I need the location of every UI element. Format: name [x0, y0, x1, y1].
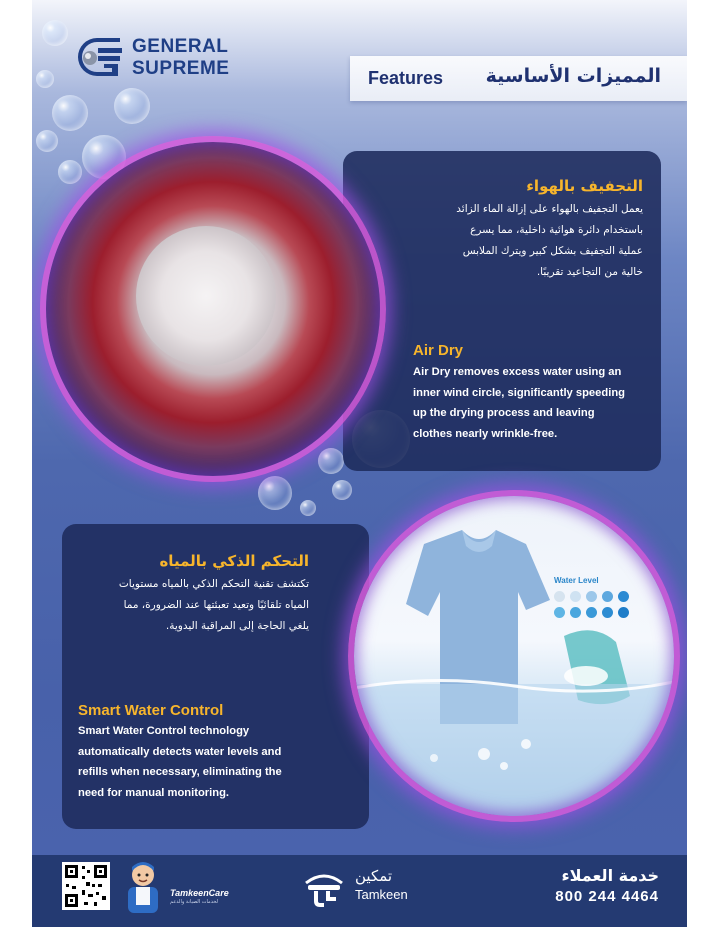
air-dry-title-en: Air Dry: [413, 342, 464, 359]
water-image-ring: [348, 490, 680, 822]
bubble: [36, 130, 58, 152]
brochure-page: [32, 0, 687, 927]
air-dry-ar-line: خالية من التجاعيد تقريبًا.: [536, 266, 643, 278]
brand-logo: [68, 34, 248, 84]
air-dry-en-line: inner wind circle, significantly speeding: [413, 386, 625, 399]
tamkeen-logo-icon: [302, 869, 346, 907]
smart-water-title-ar: التحكم الذكي بالمياه: [159, 552, 309, 570]
air-dry-title-ar: التجفيف بالهواء: [526, 177, 643, 195]
air-dry-ar-line: يعمل التجفيف بالهواء على إزالة الماء الزائد: [456, 203, 643, 215]
customer-service-label: خدمة العملاء: [561, 866, 659, 885]
smart-water-ar-line: المياه تلقائيًا وتعيد تعبئتها عند الضرورة، مما: [123, 599, 309, 611]
smart-water-body-en: [78, 721, 318, 803]
bubble: [258, 476, 292, 510]
air-dry-ar-line: باستخدام دائرة هوائية داخلية، مما يسرع: [470, 224, 643, 236]
smart-water-en-line: automatically detects water levels and: [78, 745, 282, 758]
smart-water-en-line: need for manual monitoring.: [78, 786, 230, 799]
water-level-label: Water Level: [554, 576, 599, 585]
air-dry-ar-line: عملية التجفيف بشكل كبير ويترك الملابس: [462, 245, 643, 257]
features-title-en: Features: [368, 68, 444, 88]
smart-water-ar-line: تكتشف تقنية التحكم الذكي بالمياه مستويات: [118, 578, 309, 590]
air-dry-body-en: [413, 362, 658, 444]
general-supreme-logo-icon: [68, 34, 126, 80]
brand-name-line1: GENERAL: [132, 36, 229, 57]
smart-water-en-line: refills when necessary, eliminating the: [78, 766, 282, 778]
footer: [32, 855, 687, 927]
air-dry-en-line: Air Dry removes excess water using an: [413, 366, 622, 378]
air-dry-en-line: clothes nearly wrinkle-free.: [413, 427, 558, 440]
features-title-ar: المميزات الأساسية: [485, 65, 661, 87]
smart-water-ar-line: يلغي الحاجة إلى المراقبة اليدوية.: [165, 620, 309, 632]
bubble: [52, 95, 88, 131]
bubble: [114, 88, 150, 124]
drum-ring: [40, 136, 386, 482]
tamkeen-name-en: Tamkeen: [355, 887, 408, 902]
brand-name: [132, 36, 229, 80]
bubble: [300, 500, 316, 516]
bubble: [332, 480, 352, 500]
smart-water-body-ar: [69, 574, 309, 637]
smart-water-panel: [62, 524, 369, 829]
brand-name-line2: SUPREME: [132, 58, 230, 79]
customer-service-phone[interactable]: 800 244 4464: [555, 888, 659, 905]
smart-water-title-en: Smart Water Control: [78, 702, 224, 719]
bubble: [36, 70, 54, 88]
features-header: [350, 56, 687, 101]
smart-water-en-line: Smart Water Control technology: [78, 725, 250, 737]
bubble: [58, 160, 82, 184]
air-dry-body-ar: [413, 199, 643, 283]
mascot-icon: [116, 857, 170, 915]
air-dry-en-line: up the drying process and leaving: [413, 407, 595, 419]
tamkeen-care-label: TamkeenCare: [170, 888, 229, 898]
tamkeen-care-sub: لخدمات الصيانة والدعم: [170, 899, 219, 905]
air-dry-panel: [343, 151, 661, 471]
bubble: [318, 448, 344, 474]
tamkeen-name-ar: تمكين: [355, 867, 393, 885]
qr-code-icon[interactable]: [62, 862, 110, 910]
bubble: [42, 20, 68, 46]
